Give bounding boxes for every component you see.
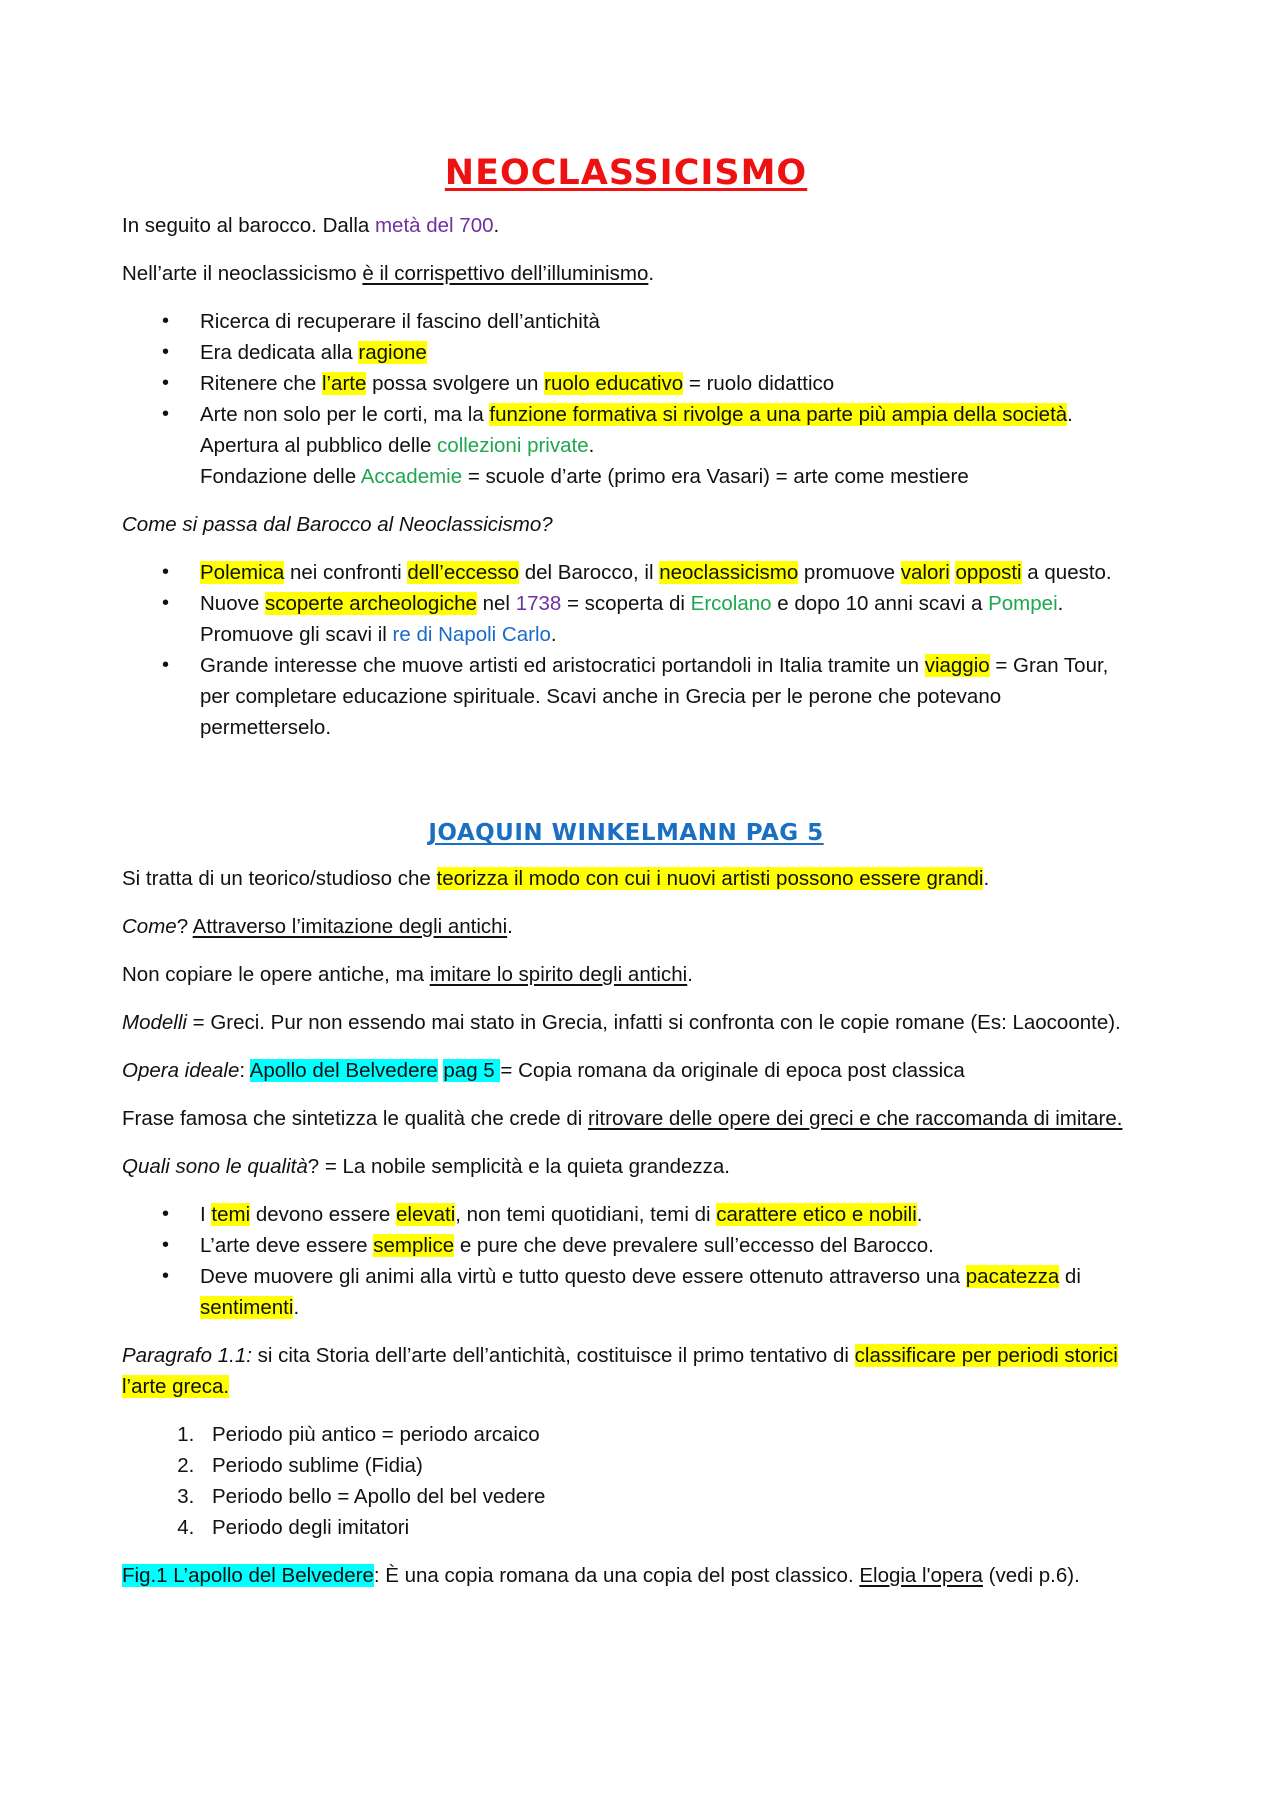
highlighted-text: sentimenti <box>200 1296 294 1319</box>
text-run: Arte non solo per le corti, ma la <box>200 403 490 426</box>
highlighted-text: elevati <box>396 1203 456 1226</box>
highlighted-text: teorizza il modo con cui i nuovi artisti possono essere grandi <box>436 867 984 890</box>
text-run: Nell’arte il neoclassicismo <box>122 262 363 285</box>
text-run: Ritenere che <box>200 372 322 395</box>
text-run: ? = La nobile semplicità e la quieta grandezza. <box>307 1155 730 1178</box>
bullet-icon: • <box>162 372 170 394</box>
text-run: , non temi quotidiani, temi di <box>455 1203 717 1226</box>
highlighted-text: valori <box>900 561 950 584</box>
list-item: 3. Periodo bello = Apollo del bel vedere <box>200 1481 1130 1512</box>
text-run: devono essere <box>250 1203 397 1226</box>
text-run: Non copiare le opere antiche, ma <box>122 963 430 986</box>
text-run: Nuove <box>200 592 265 615</box>
underlined-text: imitare lo spirito degli antichi <box>429 963 688 986</box>
list-item <box>162 1261 1130 1323</box>
text-run: : È una copia romana da una copia del post classico. <box>373 1564 860 1587</box>
list-item <box>162 368 1130 399</box>
text-run: = ruolo didattico <box>683 372 835 395</box>
highlighted-text: pacatezza <box>965 1265 1060 1288</box>
highlighted-text: ruolo educativo <box>544 372 684 395</box>
text-run: Apertura al pubblico delle <box>200 434 438 457</box>
models-paragraph <box>122 1007 1130 1038</box>
list-item <box>162 399 1130 492</box>
highlighted-text: scoperte archeologiche <box>264 592 477 615</box>
green-text: Ercolano <box>690 592 772 615</box>
bullet-icon: • <box>162 561 170 583</box>
text-run: = scuole d’arte (primo era Vasari) = arte come mestiere <box>462 465 969 488</box>
bullet-icon: • <box>162 1203 170 1225</box>
highlighted-text: semplice <box>373 1234 455 1257</box>
qualities-paragraph <box>122 1151 1130 1182</box>
text-run: di <box>1059 1265 1081 1288</box>
text-run: Deve muovere gli animi alla virtù e tutto questo deve essere ottenuto attraverso una <box>200 1265 966 1288</box>
text-run: . <box>293 1296 300 1319</box>
text-run: = Gran Tour, per completare educazione spirituale. Scavi anche in Grecia per le perone che potevano permetterselo. <box>200 654 1109 739</box>
section-heading: JOAQUIN WINKELMANN PAG 5 <box>428 820 824 846</box>
text-run: L’arte deve essere <box>200 1234 374 1257</box>
highlighted-text: Polemica <box>200 561 285 584</box>
figure-caption-paragraph <box>122 1560 1130 1591</box>
text-run: Frase famosa che sintetizza le qualità che crede di <box>122 1107 589 1130</box>
bullet-icon: • <box>162 654 170 676</box>
text-run: . <box>916 1203 923 1226</box>
text-run: . <box>588 434 595 457</box>
list-item <box>162 1230 1130 1261</box>
text-run: . <box>983 867 990 890</box>
highlighted-text: viaggio <box>924 654 990 677</box>
text-run: del Barocco, il <box>519 561 660 584</box>
bullet-icon: • <box>162 341 170 363</box>
underlined-text: Attraverso l’imitazione degli antichi <box>192 915 508 938</box>
ideal-work-paragraph <box>122 1055 1130 1086</box>
text-run: . <box>648 262 655 285</box>
green-text: collezioni private <box>437 434 589 457</box>
text-run: nel <box>476 592 516 615</box>
highlighted-text: funzione formativa si rivolge a una parte più ampia della società <box>489 403 1068 426</box>
famous-phrase-paragraph <box>122 1103 1130 1134</box>
text-run: In seguito al barocco. Dalla <box>122 214 375 237</box>
bullet-icon: • <box>162 403 170 425</box>
characteristics-list <box>122 306 1130 492</box>
highlighted-text: carattere etico e nobili <box>716 1203 917 1226</box>
list-item <box>162 588 1130 650</box>
highlighted-text: neoclassicismo <box>659 561 799 584</box>
italic-text: Come <box>122 915 177 938</box>
bullet-icon: • <box>162 310 170 332</box>
underlined-text: Elogia l'opera <box>859 1564 983 1587</box>
date-text: metà del 700 <box>374 214 494 237</box>
bullet-icon: • <box>162 1234 170 1256</box>
list-item <box>162 650 1130 743</box>
cyan-highlighted-text: Apollo del Belvedere <box>249 1059 438 1082</box>
imitation-paragraph <box>122 959 1130 990</box>
text-run: . <box>493 214 500 237</box>
blue-text: re di Napoli Carlo <box>392 623 551 646</box>
text-run: . <box>507 915 513 938</box>
green-text: Pompei <box>988 592 1058 615</box>
text-run: ? <box>176 915 193 938</box>
transition-list <box>122 557 1130 743</box>
text-run: . <box>1067 403 1073 426</box>
text-run: = scoperta di <box>561 592 691 615</box>
italic-text: Quali sono le qualità <box>122 1155 308 1178</box>
italic-text: Paragrafo 1.1: <box>122 1344 252 1367</box>
list-item <box>162 557 1130 588</box>
text-run: Fondazione delle <box>200 465 361 488</box>
how-paragraph <box>122 911 1130 942</box>
text-run: . <box>1057 592 1064 615</box>
text-run: Si tratta di un teorico/studioso che <box>122 867 437 890</box>
highlighted-text: opposti <box>955 561 1022 584</box>
bullet-icon: • <box>162 1265 170 1287</box>
page-title: NEOCLASSICISMO <box>444 153 808 193</box>
underlined-text: è il corrispettivo dell’illuminismo <box>362 262 649 285</box>
text-run: Grande interesse che muove artisti ed aristocratici portandoli in Italia tramite un <box>200 654 925 677</box>
cyan-highlighted-text: pag 5 <box>443 1059 501 1082</box>
underlined-text: ritrovare delle opere dei greci e che raccomanda di imitare. <box>588 1107 1123 1130</box>
highlighted-text: ragione <box>358 341 427 364</box>
text-run: I <box>200 1203 212 1226</box>
highlighted-text: l’arte <box>321 372 367 395</box>
text-run: promuove <box>798 561 901 584</box>
text-run: . <box>687 963 693 986</box>
list-item: 2. Periodo sublime (Fidia) <box>200 1450 1130 1481</box>
bullet-icon: • <box>162 592 170 614</box>
italic-text: Modelli <box>122 1011 187 1034</box>
list-item: 4. Periodo degli imitatori <box>200 1512 1130 1543</box>
text-run: : <box>239 1059 250 1082</box>
italic-text: Opera ideale <box>122 1059 240 1082</box>
text-run: . <box>550 623 557 646</box>
text-run: (vedi p.6). <box>982 1564 1080 1587</box>
text-run: e dopo 10 anni scavi a <box>771 592 989 615</box>
intro-paragraph <box>122 210 1130 241</box>
text-run: e pure che deve prevalere sull’eccesso del Barocco. <box>454 1234 934 1257</box>
text-run: si cita Storia dell’arte dell’antichità, costituisce il primo tentativo di <box>251 1344 855 1367</box>
illuminism-paragraph <box>122 258 1130 289</box>
text-run: a questo. <box>1021 561 1112 584</box>
highlighted-text: dell’eccesso <box>407 561 520 584</box>
list-item: 1. Periodo più antico = periodo arcaico <box>200 1419 1130 1450</box>
cyan-highlighted-text: Fig.1 L’apollo del Belvedere <box>122 1564 374 1587</box>
paragraph-1-1 <box>122 1340 1130 1402</box>
question-heading: Come si passa dal Barocco al Neoclassicismo? <box>122 513 553 536</box>
list-item <box>162 306 1130 337</box>
list-item <box>162 337 1130 368</box>
text-run: nei confronti <box>284 561 408 584</box>
green-text: Accademie <box>360 465 463 488</box>
text-run: = Greci. Pur non essendo mai stato in Grecia, infatti si confronta con le copie romane (Es: Laocoonte). <box>186 1011 1121 1034</box>
text-run: Ricerca di recuperare il fascino dell’antichità <box>200 310 600 333</box>
date-text: 1738 <box>515 592 562 615</box>
text-run: possa svolgere un <box>366 372 545 395</box>
periods-list <box>122 1419 1130 1543</box>
highlighted-text: classificare per periodi storici l’arte greca. <box>122 1344 1118 1398</box>
list-item <box>162 1199 1130 1230</box>
text-run: Promuove gli scavi il <box>200 623 393 646</box>
text-run: = Copia romana da originale di epoca post classica <box>500 1059 965 1082</box>
highlighted-text: temi <box>211 1203 251 1226</box>
theorist-paragraph <box>122 863 1130 894</box>
text-run: Era dedicata alla <box>200 341 359 364</box>
qualities-list <box>122 1199 1130 1323</box>
